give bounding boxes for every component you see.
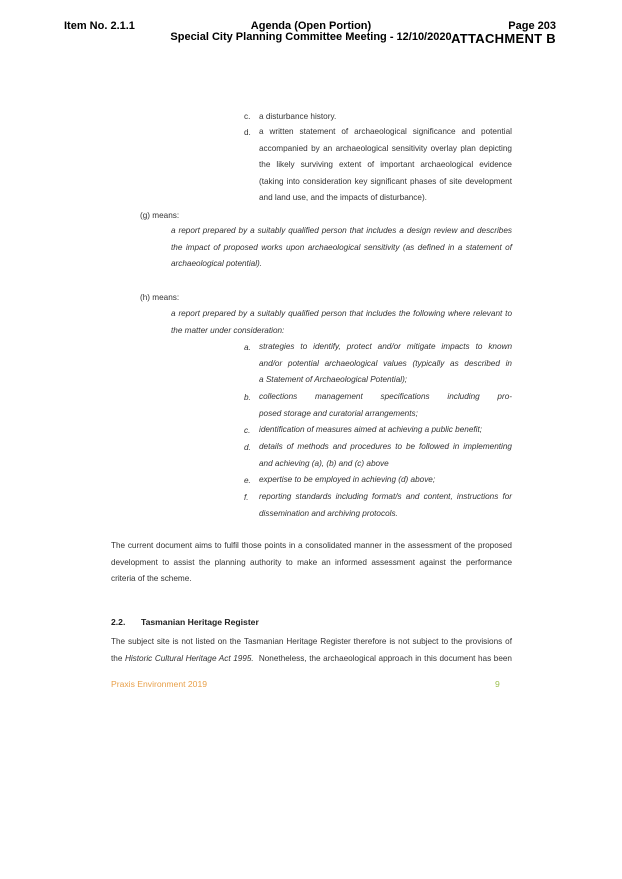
list-item-label: b. <box>244 393 251 402</box>
footer-company: Praxis Environment 2019 <box>111 679 208 689</box>
list-item-label: c. <box>244 426 251 435</box>
list-item-text: strategies to identify, protect and/or mitigate impacts to known and/or potential archaeological values (typically as described in a Statement of Archaeological Potential); <box>259 342 512 385</box>
definition-h-text: a report prepared by a suitably qualified person that includes the following where relevant to the matter under consideration: <box>171 309 512 335</box>
definition-label-h: (h) means: <box>140 293 180 302</box>
agenda-title: Agenda (Open Portion) <box>250 20 372 32</box>
footer-page-number: 9 <box>495 679 500 689</box>
list-item-text: a written statement of archaeological significance and potential accompanied by an archaeological sensitivity overlay plan depicting the likely surviving extent of important archaeological evidence (taking into consideration key significant phases of site development and land use, and the impacts of disturbance). <box>259 127 512 203</box>
attachment-label: ATTACHMENT B <box>451 31 556 46</box>
body-paragraph: The subject site is not listed on the Tasmanian Heritage Register therefore is not subject to the provisions of the Historic Cultural Heritage Act 1995. Nonetheless, the archaeological approach in this document has been <box>111 637 512 663</box>
list-item-text: a disturbance history. <box>259 112 337 121</box>
list-item-label: d. <box>244 128 251 137</box>
list-item-text: details of methods and procedures to be followed in implementing and achieving (a), (b) and (c) above <box>259 442 512 468</box>
definition-g-text: a report prepared by a suitably qualified person that includes a design review and describes the impact of proposed works upon archaeological sensitivity (as defined in a statement of archaeological potential). <box>171 226 512 269</box>
list-item-label: e. <box>244 476 251 485</box>
section-title: Tasmanian Heritage Register <box>141 617 259 627</box>
list-item-label: f. <box>244 493 249 502</box>
list-item-text: identification of measures aimed at achieving a public benefit; <box>259 425 483 434</box>
definition-label-g: (g) means: <box>140 211 180 220</box>
list-item-label: c. <box>244 112 251 121</box>
item-number: Item No. 2.1.1 <box>64 20 135 32</box>
body-paragraph: The current document aims to fulfil those points in a consolidated manner in the assessment of the proposed development to assist the planning authority to make an informed assessment against the performance criteria of the scheme. <box>111 541 512 584</box>
page-number-header: Page 203 <box>508 20 556 32</box>
list-item-text: collections management specifications including pro- posed storage and curatorial arrangements; <box>259 392 512 418</box>
meeting-title: Special City Planning Committee Meeting - 12/10/2020 <box>170 31 452 43</box>
list-item-text: expertise to be employed in achieving (d) above; <box>259 475 436 484</box>
list-item-label: a. <box>244 343 251 352</box>
section-number: 2.2. <box>111 617 126 627</box>
list-item-label: d. <box>244 443 251 452</box>
list-item-text: reporting standards including format/s and content, instructions for dissemination and archiving protocols. <box>259 492 512 518</box>
